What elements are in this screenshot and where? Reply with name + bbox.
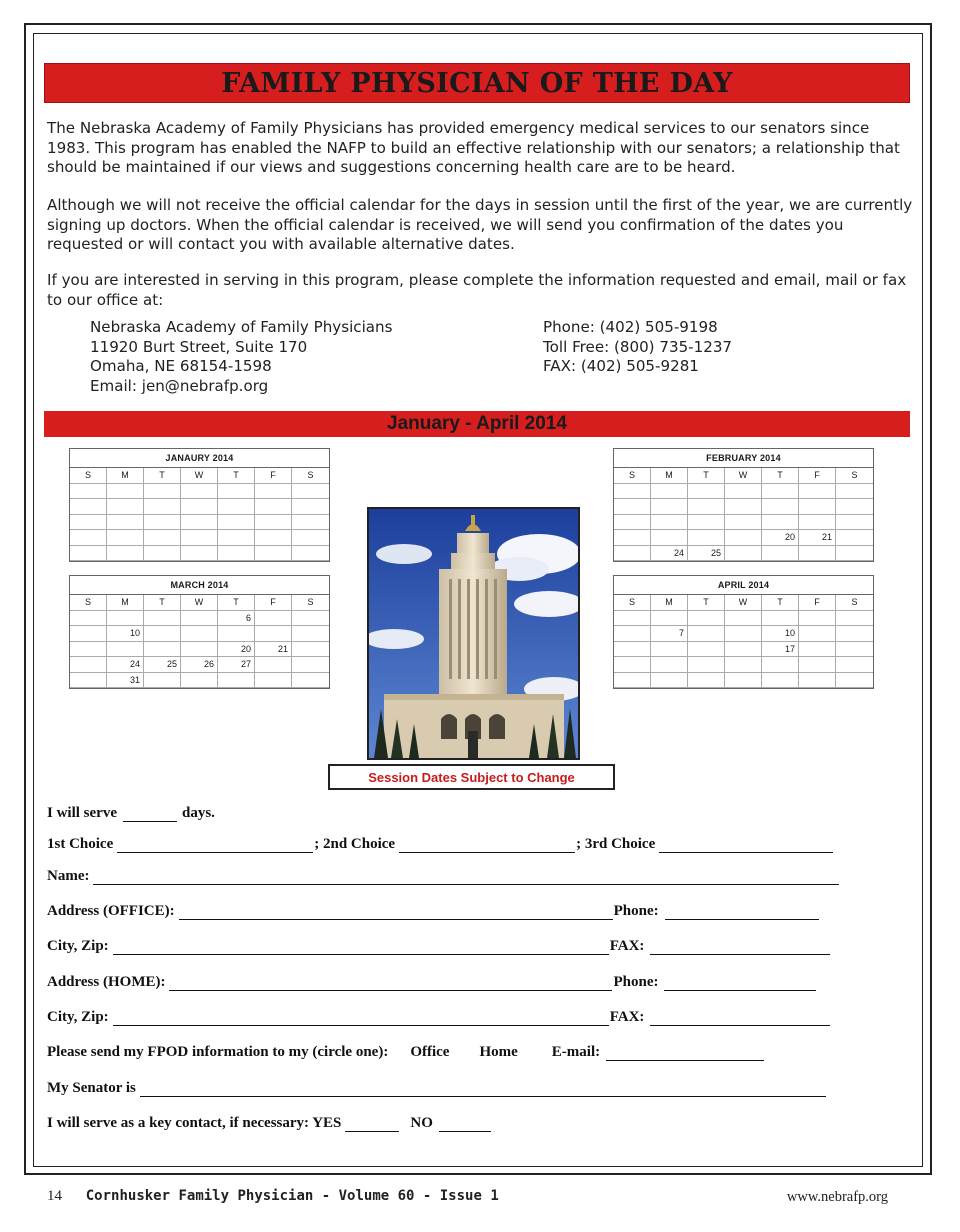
calendar-day-cell — [292, 673, 329, 689]
calendar-day-cell: 20 — [218, 642, 255, 658]
calendar-day-cell — [218, 484, 255, 500]
day-header: M — [107, 468, 144, 484]
calendar-day-cell — [688, 657, 725, 673]
calendar-day-cell — [70, 530, 107, 546]
calendar-day-cell — [762, 515, 799, 531]
calendar-day-cell — [181, 673, 218, 689]
calendar-day-cell — [836, 642, 873, 658]
day-header: F — [255, 468, 292, 484]
day-header: M — [651, 595, 688, 611]
calendar-day-cell — [70, 642, 107, 658]
calendar-april — [613, 575, 874, 689]
no-label: NO — [410, 1115, 433, 1131]
calendar-day-cell — [181, 515, 218, 531]
calendar-day-cell — [181, 530, 218, 546]
calendar-paragraph: Although we will not receive the official calendar for the days in session until the first of the year, we are currently signing up doctors. When the official calendar is received, we will send you confirmation of the dates you requested or will contact you with available alternative dates. — [47, 196, 913, 254]
calendar-day-cell — [725, 673, 762, 689]
calendar-day-cell — [218, 546, 255, 562]
calendar-day-cell — [799, 673, 836, 689]
office-address-input[interactable] — [179, 906, 613, 920]
calendar-day-cell — [688, 484, 725, 500]
calendar-day-cell — [725, 642, 762, 658]
calendar-day-cell — [107, 611, 144, 627]
calendar-day-cell — [836, 673, 873, 689]
calendar-day-cell — [688, 673, 725, 689]
calendar-grid — [614, 468, 873, 561]
calendar-day-cell: 21 — [255, 642, 292, 658]
calendar-day-cell — [799, 515, 836, 531]
calendar-day-cell: 24 — [107, 657, 144, 673]
choice1-input[interactable] — [117, 839, 313, 853]
day-header: W — [725, 595, 762, 611]
calendar-day-cell — [292, 499, 329, 515]
calendar-february — [613, 448, 874, 562]
home-city-input[interactable] — [113, 1012, 609, 1026]
calendar-day-cell — [292, 626, 329, 642]
calendar-day-cell — [255, 546, 292, 562]
calendar-day-cell — [218, 515, 255, 531]
calendar-day-cell — [651, 515, 688, 531]
serve-days-input[interactable] — [123, 808, 177, 822]
capitol-building-photo — [367, 507, 580, 760]
day-header: T — [218, 468, 255, 484]
calendar-day-cell — [614, 530, 651, 546]
org-name: Nebraska Academy of Family Physicians — [90, 318, 393, 336]
choice1-label: 1st Choice — [47, 836, 114, 852]
calendar-day-cell: 27 — [218, 657, 255, 673]
serve-label: I will serve — [47, 805, 117, 821]
calendar-day-cell — [292, 642, 329, 658]
calendar-day-cell — [651, 530, 688, 546]
key-contact-line — [47, 1115, 492, 1132]
calendar-day-cell — [725, 657, 762, 673]
senator-label: My Senator is — [47, 1080, 136, 1096]
calendar-day-cell — [255, 657, 292, 673]
calendar-day-cell — [70, 546, 107, 562]
calendar-day-cell — [762, 484, 799, 500]
calendar-day-cell — [292, 530, 329, 546]
home-fax-label: FAX: — [609, 1009, 645, 1025]
calendar-day-cell — [255, 626, 292, 642]
calendar-day-cell — [799, 642, 836, 658]
option-office[interactable]: Office — [410, 1044, 450, 1060]
delivery-label: Please send my FPOD information to my (circle one): — [47, 1044, 389, 1060]
session-title: January - April 2014 — [387, 413, 567, 434]
name-line — [47, 868, 840, 885]
calendar-day-cell — [218, 499, 255, 515]
calendar-day-cell — [614, 642, 651, 658]
calendar-january — [69, 448, 330, 562]
choices-line — [47, 836, 834, 853]
mailing-address — [90, 318, 392, 396]
calendar-day-cell — [107, 530, 144, 546]
calendar-day-cell — [144, 673, 181, 689]
home-address-label: Address (HOME): — [47, 974, 166, 990]
calendar-day-cell — [614, 515, 651, 531]
session-dates-notice — [328, 764, 615, 790]
calendar-day-cell — [762, 673, 799, 689]
day-header: S — [292, 595, 329, 611]
calendar-day-cell — [614, 673, 651, 689]
calendar-day-cell — [144, 515, 181, 531]
page-number: 14 — [47, 1188, 62, 1204]
session-banner — [44, 411, 910, 437]
email-address: Email: jen@nebrafp.org — [90, 376, 269, 395]
calendar-day-cell: 6 — [218, 611, 255, 627]
calendar-day-cell — [144, 530, 181, 546]
office-address-label: Address (OFFICE): — [47, 903, 175, 919]
calendar-day-cell — [799, 546, 836, 562]
day-header: T — [688, 595, 725, 611]
calendar-day-cell — [725, 499, 762, 515]
footer-publication — [47, 1188, 499, 1205]
calendar-day-cell — [688, 530, 725, 546]
calendar-day-cell — [651, 611, 688, 627]
day-header: T — [218, 595, 255, 611]
calendar-day-cell — [725, 611, 762, 627]
day-header: T — [144, 595, 181, 611]
footer-url[interactable]: www.nebrafp.org — [786, 1189, 888, 1205]
home-city-line — [47, 1009, 831, 1026]
calendar-day-cell — [725, 515, 762, 531]
calendar-day-cell — [70, 657, 107, 673]
delivery-preference-line — [47, 1044, 765, 1061]
calendar-day-cell: 25 — [688, 546, 725, 562]
name-input[interactable] — [93, 871, 839, 885]
calendar-day-cell — [688, 499, 725, 515]
name-label: Name: — [47, 868, 90, 884]
calendar-day-cell — [651, 657, 688, 673]
office-fax-input[interactable] — [650, 941, 830, 955]
calendar-grid — [70, 595, 329, 688]
calendar-day-cell — [70, 515, 107, 531]
home-fax-input[interactable] — [650, 1012, 830, 1026]
calendar-day-cell — [614, 611, 651, 627]
tollfree-number: Toll Free: (800) 735-1237 — [543, 337, 733, 356]
calendar-day-cell — [255, 484, 292, 500]
calendar-day-cell — [292, 484, 329, 500]
day-header: M — [651, 468, 688, 484]
calendar-title: APRIL 2014 — [614, 576, 873, 595]
calendar-day-cell — [688, 515, 725, 531]
calendar-march — [69, 575, 330, 689]
day-header: F — [255, 595, 292, 611]
calendar-day-cell — [799, 499, 836, 515]
home-city-label: City, Zip: — [47, 1009, 109, 1025]
choice2-input[interactable] — [399, 839, 575, 853]
email-input[interactable] — [606, 1047, 764, 1061]
key-contact-label: I will serve as a key contact, if necessary: YES — [47, 1115, 342, 1131]
option-home[interactable]: Home — [479, 1044, 518, 1060]
calendar-day-cell — [144, 642, 181, 658]
day-header: S — [614, 468, 651, 484]
calendar-day-cell — [836, 626, 873, 642]
calendar-day-cell — [144, 484, 181, 500]
calendar-day-cell — [181, 546, 218, 562]
office-phone-input[interactable] — [665, 906, 819, 920]
calendar-day-cell — [725, 626, 762, 642]
calendar-day-cell — [614, 484, 651, 500]
calendar-day-cell — [144, 626, 181, 642]
office-phone-label: Phone: — [613, 903, 659, 919]
calendar-day-cell — [70, 673, 107, 689]
office-city-input[interactable] — [113, 941, 609, 955]
calendar-day-cell: 24 — [651, 546, 688, 562]
calendar-day-cell — [651, 642, 688, 658]
page-title: FAMILY PHYSICIAN OF THE DAY — [221, 67, 733, 99]
calendar-day-cell — [218, 626, 255, 642]
calendar-day-cell — [688, 626, 725, 642]
senator-line — [47, 1080, 827, 1097]
calendar-day-cell — [181, 611, 218, 627]
home-address-input[interactable] — [169, 977, 612, 991]
calendar-day-cell — [725, 546, 762, 562]
calendar-day-cell — [107, 515, 144, 531]
calendar-day-cell: 17 — [762, 642, 799, 658]
calendar-day-cell: 10 — [107, 626, 144, 642]
day-header: T — [762, 595, 799, 611]
fax-number: FAX: (402) 505-9281 — [543, 357, 699, 375]
calendar-day-cell — [218, 673, 255, 689]
day-header: S — [836, 468, 873, 484]
choice3-input[interactable] — [659, 839, 833, 853]
calendar-day-cell — [70, 499, 107, 515]
calendar-day-cell — [70, 626, 107, 642]
calendar-day-cell — [836, 546, 873, 562]
calendar-day-cell — [144, 546, 181, 562]
calendar-day-cell — [688, 611, 725, 627]
calendar-day-cell: 31 — [107, 673, 144, 689]
day-header: W — [181, 468, 218, 484]
calendar-day-cell — [799, 484, 836, 500]
calendar-day-cell — [725, 530, 762, 546]
day-header: S — [70, 595, 107, 611]
calendar-day-cell — [292, 515, 329, 531]
calendar-day-cell — [144, 499, 181, 515]
notice-text: Session Dates Subject to Change — [368, 769, 575, 785]
calendar-day-cell — [836, 611, 873, 627]
calendar-day-cell: 26 — [181, 657, 218, 673]
calendar-title: MARCH 2014 — [70, 576, 329, 595]
calendar-title: JANAURY 2014 — [70, 449, 329, 468]
instructions-paragraph: If you are interested in serving in this program, please complete the information requested and email, mail or fax to our office at: — [47, 271, 907, 309]
home-phone-input[interactable] — [664, 977, 816, 991]
calendar-day-cell — [799, 626, 836, 642]
office-fax-label: FAX: — [609, 938, 645, 954]
calendar-day-cell — [614, 626, 651, 642]
calendar-day-cell — [762, 499, 799, 515]
calendar-day-cell — [799, 657, 836, 673]
calendar-day-cell — [836, 499, 873, 515]
calendar-day-cell — [836, 484, 873, 500]
day-header: S — [614, 595, 651, 611]
calendar-day-cell — [651, 673, 688, 689]
calendar-day-cell — [70, 484, 107, 500]
calendar-day-cell — [255, 530, 292, 546]
calendar-day-cell — [836, 515, 873, 531]
calendar-day-cell — [651, 484, 688, 500]
home-phone-label: Phone: — [613, 974, 659, 990]
title-banner — [44, 63, 910, 103]
phone-numbers — [543, 318, 732, 377]
day-header: T — [144, 468, 181, 484]
calendar-day-cell: 25 — [144, 657, 181, 673]
serve-days-line — [47, 805, 215, 822]
day-header: F — [799, 468, 836, 484]
calendar-day-cell — [181, 499, 218, 515]
calendar-title: FEBRUARY 2014 — [614, 449, 873, 468]
office-city-label: City, Zip: — [47, 938, 109, 954]
calendar-day-cell — [688, 642, 725, 658]
calendar-day-cell — [836, 657, 873, 673]
calendar-day-cell — [292, 546, 329, 562]
calendar-day-cell — [762, 657, 799, 673]
calendar-day-cell — [762, 546, 799, 562]
city-address: Omaha, NE 68154-1598 — [90, 357, 272, 375]
senator-input[interactable] — [140, 1083, 826, 1097]
day-header: S — [836, 595, 873, 611]
calendar-day-cell — [144, 611, 181, 627]
calendar-day-cell — [614, 546, 651, 562]
calendar-day-cell — [836, 530, 873, 546]
home-address-line — [47, 974, 817, 991]
day-header: S — [70, 468, 107, 484]
day-header: W — [181, 595, 218, 611]
calendar-day-cell — [255, 673, 292, 689]
calendar-day-cell — [799, 611, 836, 627]
calendar-day-cell — [292, 611, 329, 627]
calendar-day-cell — [218, 530, 255, 546]
publication-name: Cornhusker Family Physician - Volume 60 - Issue 1 — [85, 1188, 499, 1204]
day-header: T — [762, 468, 799, 484]
phone-number: Phone: (402) 505-9198 — [543, 318, 718, 336]
no-input[interactable] — [439, 1118, 491, 1132]
calendar-day-cell — [181, 484, 218, 500]
calendar-day-cell: 10 — [762, 626, 799, 642]
street-address: 11920 Burt Street, Suite 170 — [90, 337, 308, 356]
day-header: F — [799, 595, 836, 611]
days-label: days. — [181, 805, 215, 821]
option-email[interactable]: E-mail: — [551, 1044, 601, 1060]
calendar-grid — [70, 468, 329, 561]
calendar-day-cell — [614, 657, 651, 673]
calendar-day-cell — [181, 626, 218, 642]
calendar-day-cell — [255, 499, 292, 515]
calendar-day-cell — [107, 499, 144, 515]
calendar-day-cell: 7 — [651, 626, 688, 642]
calendar-day-cell: 21 — [799, 530, 836, 546]
calendar-day-cell — [255, 515, 292, 531]
calendar-day-cell: 20 — [762, 530, 799, 546]
choice2-label: ; 2nd Choice — [314, 836, 396, 852]
day-header: T — [688, 468, 725, 484]
day-header: S — [292, 468, 329, 484]
calendar-day-cell — [292, 657, 329, 673]
calendar-day-cell — [181, 642, 218, 658]
calendar-grid — [614, 595, 873, 688]
calendar-day-cell — [107, 484, 144, 500]
day-header: W — [725, 468, 762, 484]
calendar-day-cell — [255, 611, 292, 627]
office-city-line — [47, 938, 831, 955]
intro-paragraph: The Nebraska Academy of Family Physicians has provided emergency medical services to our senators since 1983. This program has enabled the NAFP to build an effective relationship with our senators; a relationship that should be maintained if our views and suggestions concerning health care are to be heard. — [47, 119, 900, 177]
day-header: M — [107, 595, 144, 611]
calendar-day-cell — [651, 499, 688, 515]
calendar-day-cell — [725, 484, 762, 500]
calendar-day-cell — [70, 611, 107, 627]
calendar-day-cell — [762, 611, 799, 627]
calendar-day-cell — [107, 642, 144, 658]
calendar-day-cell — [614, 499, 651, 515]
office-address-line — [47, 903, 820, 920]
yes-input[interactable] — [345, 1118, 399, 1132]
calendar-day-cell — [107, 546, 144, 562]
choice3-label: ; 3rd Choice — [576, 836, 656, 852]
